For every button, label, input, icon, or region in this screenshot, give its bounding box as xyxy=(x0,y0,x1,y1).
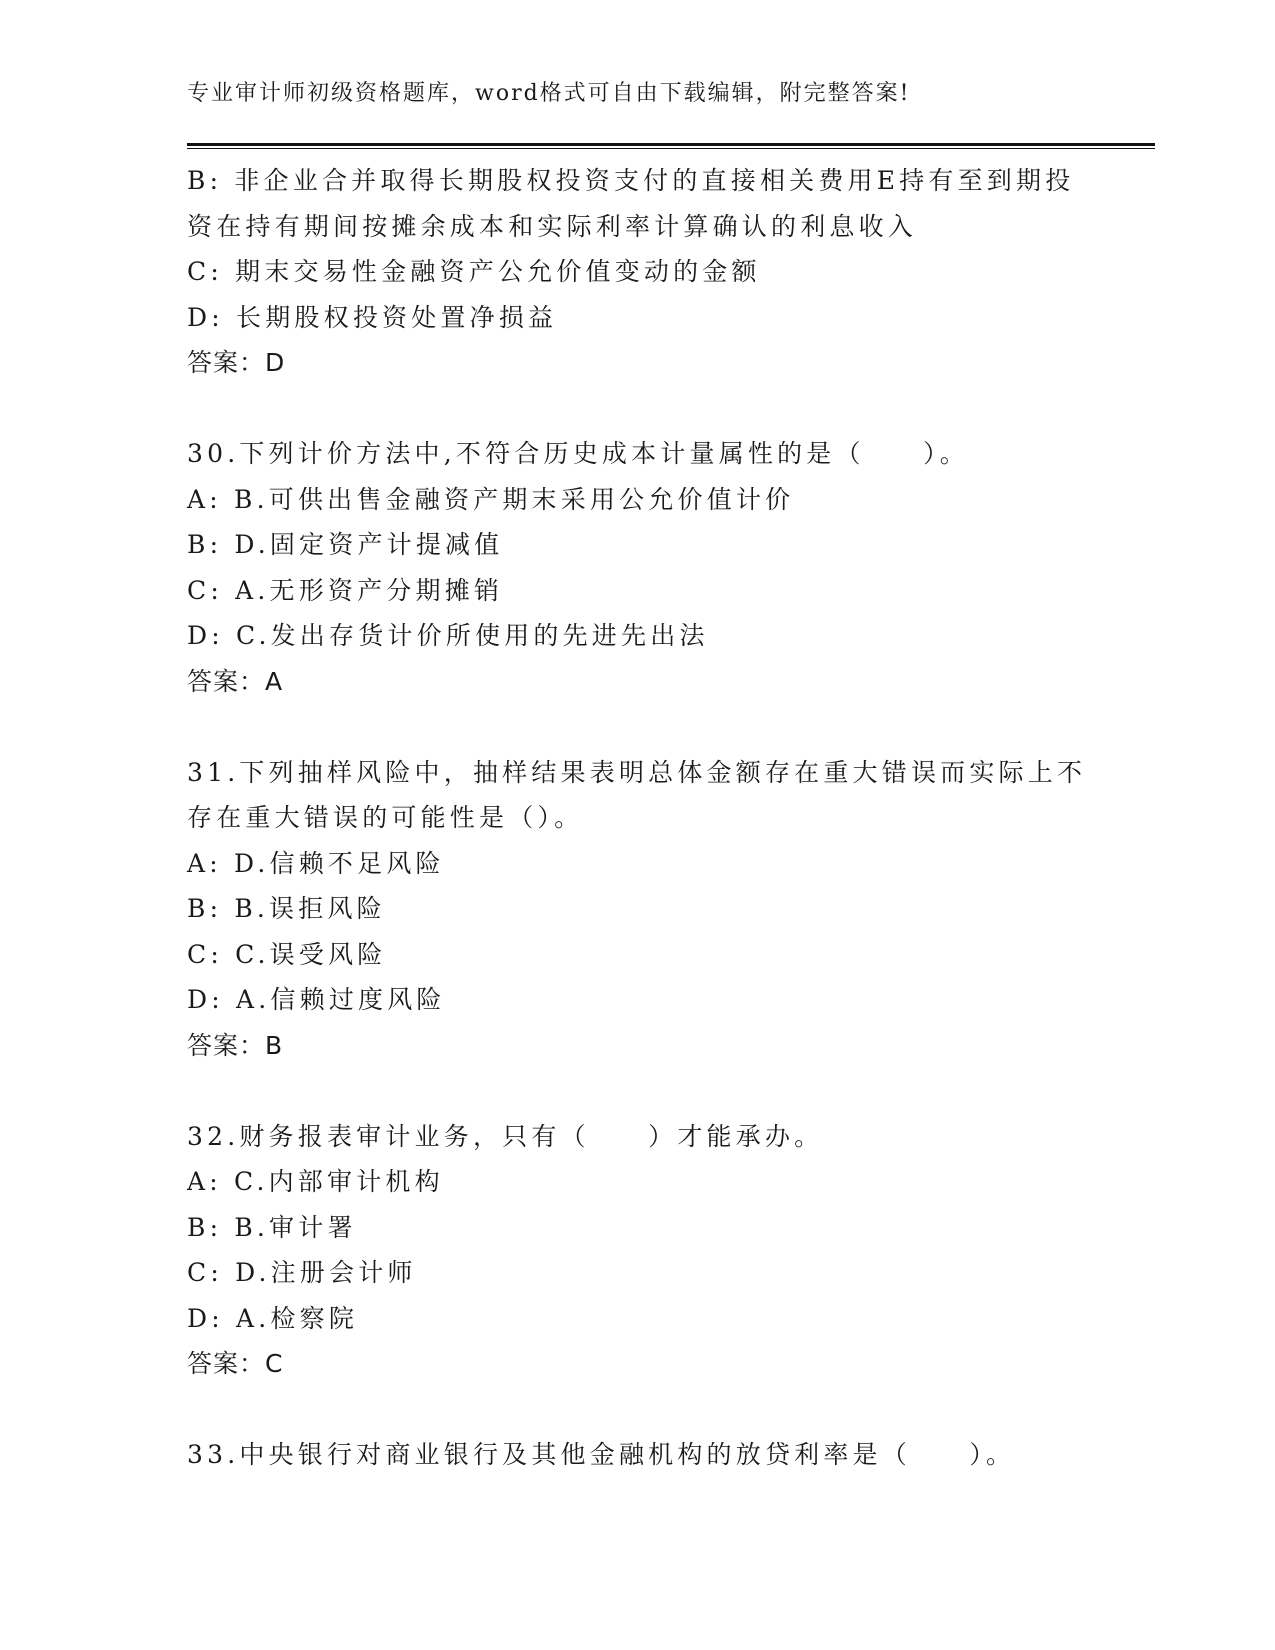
question-stem: 存在重大错误的可能性是（）。 xyxy=(187,803,584,832)
question-block-32 xyxy=(187,1114,1087,1387)
question-block-30 xyxy=(187,431,1087,704)
question-stem: 31.下列抽样风险中，抽样结果表明总体金额存在重大错误而实际上不 xyxy=(187,757,1087,787)
question-stem: 33.中央银行对商业银行及其他金融机构的放贷利率是（ ）。 xyxy=(187,1440,1016,1469)
option-line: A: C.内部审计机构 xyxy=(187,1167,444,1196)
answer-line: 答案：D xyxy=(187,348,286,377)
question-content xyxy=(187,158,1087,1478)
question-stem: 32.财务报表审计业务，只有（ ）才能承办。 xyxy=(187,1121,824,1151)
option-line: 资在持有期间按摊余成本和实际利率计算确认的利息收入 xyxy=(187,211,918,241)
option-line: D: A.检察院 xyxy=(187,1303,359,1333)
option-line: B: D.固定资产计提减值 xyxy=(187,530,504,559)
option-line: D: A.信赖过度风险 xyxy=(187,985,446,1014)
option-line: B: 非企业合并取得长期股权投资支付的直接相关费用E持有至到期投 xyxy=(187,166,1075,195)
answer-line: 答案：C xyxy=(187,1349,284,1378)
option-line: C: 期末交易性金融资产公允价值变动的金额 xyxy=(187,257,761,286)
answer-line: 答案：B xyxy=(187,1030,284,1060)
question-block-prev xyxy=(187,158,1087,386)
option-line: C: A.无形资产分期摊销 xyxy=(187,575,504,605)
option-line: B: B.误拒风险 xyxy=(187,894,386,923)
option-line: D: 长期股权投资处置净损益 xyxy=(187,302,558,332)
option-line: C: C.误受风险 xyxy=(187,939,387,969)
option-line: D: C.发出存货计价所使用的先进先出法 xyxy=(187,621,709,650)
header-rule-thick xyxy=(187,143,1155,146)
option-line: A: D.信赖不足风险 xyxy=(187,848,445,878)
question-stem: 30.下列计价方法中,不符合历史成本计量属性的是（ ）。 xyxy=(187,439,970,468)
question-block-31 xyxy=(187,750,1087,1069)
question-block-33 xyxy=(187,1432,1087,1478)
option-line: C: D.注册会计师 xyxy=(187,1258,417,1287)
answer-line: 答案：A xyxy=(187,666,284,696)
page-header: 专业审计师初级资格题库，word格式可自由下载编辑，附完整答案! xyxy=(187,81,911,106)
option-line: A: B.可供出售金融资产期末采用公允价值计价 xyxy=(187,484,795,514)
header-rule-thin xyxy=(187,148,1155,149)
option-line: B: B.审计署 xyxy=(187,1212,357,1242)
